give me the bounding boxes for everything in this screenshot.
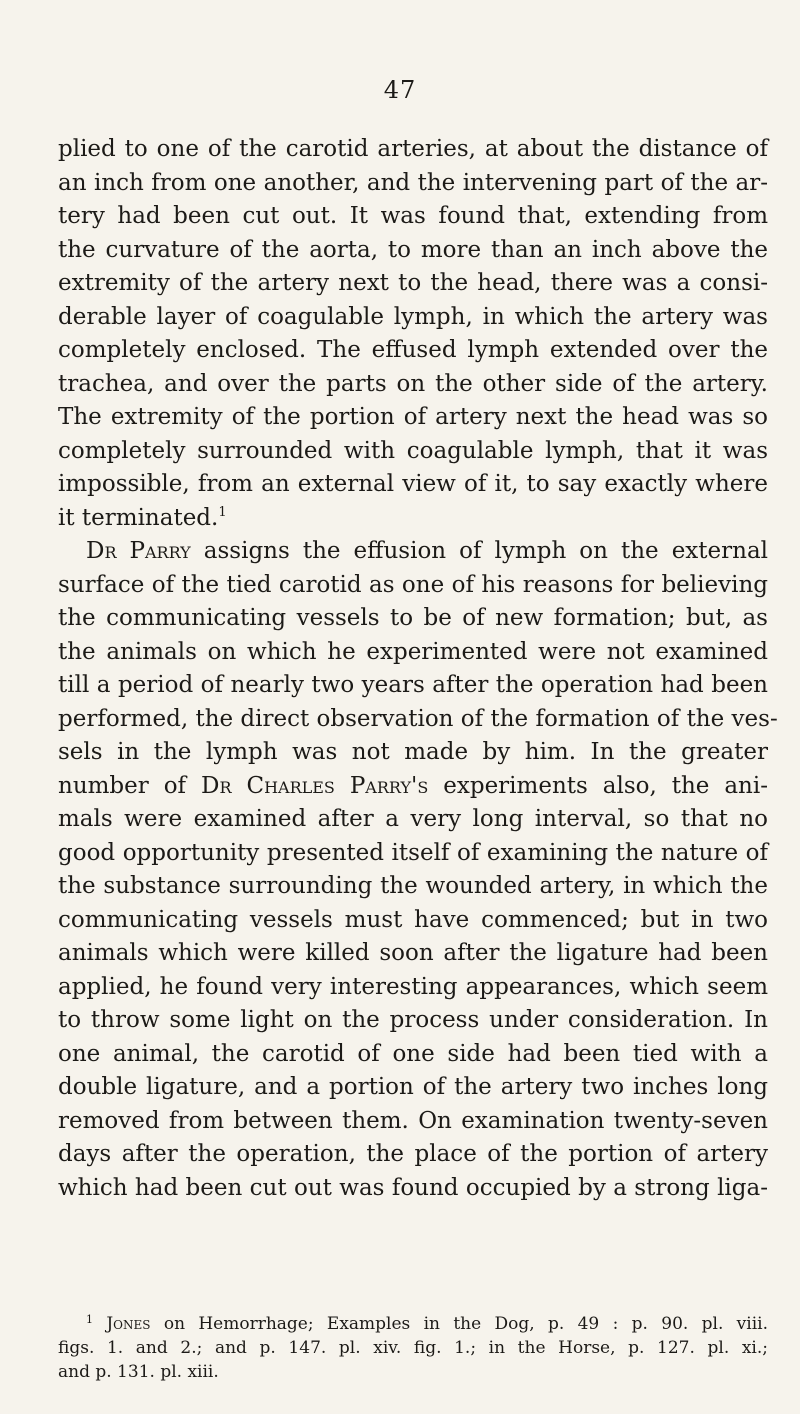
text-line: the substance surrounding the wounded artery, in which the [58,873,768,899]
text-line: days after the operation, the place of the portion of artery [58,1141,768,1167]
text-line [58,770,768,804]
footnotes [58,1312,768,1384]
text-line: derable layer of coagulable lymph, in which the artery was [58,303,768,330]
footnote-reference: 1 [218,504,227,520]
text-line: the animals on which he experimented were not examined [58,638,768,665]
text-line: the communicating vessels to be of new formation; but, as [58,605,768,631]
footnote-line: and p. 131. pl. xiii. [58,1362,219,1382]
footnote-line [58,1312,768,1336]
text-line: performed, the direct observation of the formation of the ves- [58,705,778,732]
text-line: which had been cut out was found occupied by a strong liga- [58,1174,768,1201]
author-name-parry: Dr Parry [86,538,191,564]
text-line: tery had been cut out. It was found that, extending from [58,203,768,229]
text-line: to throw some light on the process under consideration. In [58,1007,768,1033]
text-line: plied to one of the carotid arteries, at about the distance of [58,136,768,162]
text-line: good opportunity presented itself of examining the nature of [58,839,768,866]
text-line: completely enclosed. The effused lymph extended over the [58,337,768,363]
footnote-marker: 1 [86,1313,93,1326]
text-fragment: assigns the effusion of lymph on the external [203,538,769,564]
text-fragment: it terminated. [58,504,219,531]
text-line: completely surrounded with coagulable lymph, that it was [58,437,768,464]
text-line: extremity of the artery next to the head, there was a consi- [58,270,768,296]
text-line: the curvature of the aorta, to more than an inch above the [58,236,768,263]
text-line: sels in the lymph was not made by him. In the greater [58,739,768,765]
text-line: applied, he found very interesting appearances, which seem [58,973,768,1000]
text-line: one animal, the carotid of one side had been tied with a [58,1040,768,1067]
text-line: impossible, from an external view of it, to say exactly where [58,471,768,497]
text-line: The extremity of the portion of artery next the head was so [58,404,768,430]
author-name-charles-parry: Dr Charles Parry's [201,772,429,799]
text-line: double ligature, and a portion of the artery two inches long [58,1074,768,1100]
text-line [58,502,768,536]
page-number: 47 [383,76,417,104]
text-line: communicating vessels must have commenced; but in two [58,906,768,933]
text-fragment: experiments also, the ani- [443,772,768,799]
text-fragment: number of [58,772,187,799]
text-line: till a period of nearly two years after the operation had been [58,672,768,698]
text-line: mals were examined after a very long interval, so that no [58,806,768,832]
text-fragment: on Hemorrhage; Examples in the Dog, p. 49 : p. 90. pl. viii. [163,1314,769,1334]
text-line: surface of the tied carotid as one of his reasons for believing [58,571,768,598]
body-text [58,133,778,1205]
text-line: an inch from one another, and the intervening part of the ar- [58,169,768,196]
text-line: trachea, and over the parts on the other side of the artery. [58,370,768,397]
text-line [58,535,768,569]
text-line: removed from between them. On examination twenty-seven [58,1107,768,1134]
footnote-line: figs. 1. and 2.; and p. 147. pl. xiv. fig. 1.; in the Horse, p. 127. pl. xi.; [58,1338,768,1358]
footnote-author-jones: Jones [106,1314,151,1334]
text-line: animals which were killed soon after the ligature had been [58,940,768,966]
